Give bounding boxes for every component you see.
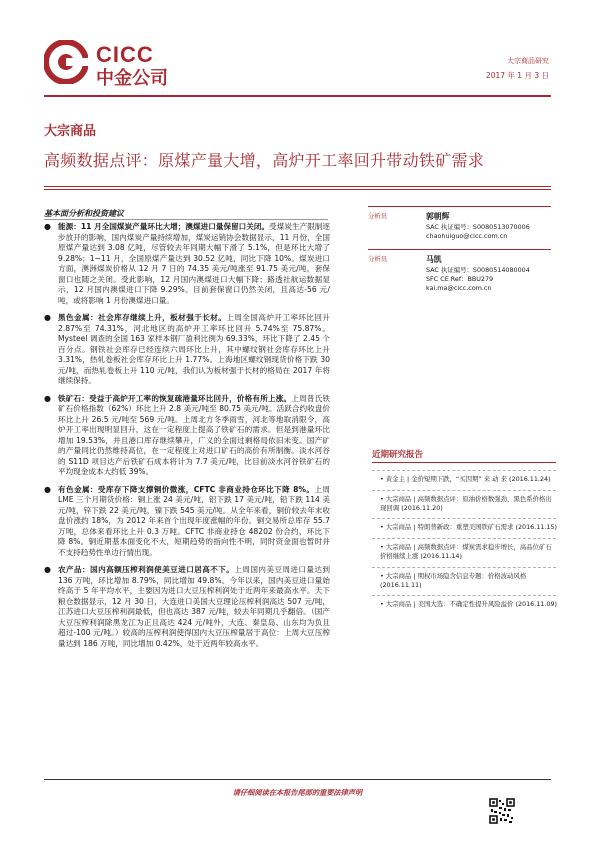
report-text[interactable]: • 大宗商品 | 高频数据点评：煤炭需求稳步增长，高品位矿石价格继续上涨 (2016.11.14) [380,543,552,560]
recent-reports-title: 近期研究报告 [372,450,424,460]
recent-reports-list [372,464,558,609]
report-title: 高频数据点评：原煤产量大增，高炉开工率回升带动铁矿需求 [44,151,485,170]
analyst-sfc: SFC CE Ref：BBU279 [426,275,494,283]
report-link[interactable] [372,567,558,590]
bullet-text: 上周全国高炉开工率环比回升 2.87%至 74.31%，河北地区的高炉开工率环比回升 5.74%至 75.87%。Mysteel 调查的全国 163 家样本钢厂盈利比例为 69.33%，环比下降了 2.45 个百分点。钢铁社会库存已经连续六周环比上升，其中螺纹钢社会库存环比上升 3.31%，热轧卷板社会库存环比上升 1.77%。上海地区螺纹钢现货价格下跌 30 元/吨，而热轧卷板上升 110 元/吨，我们认为板材强于长材的格局在 2017 年将继续保持。 [58,313,331,385]
header-divider [44,95,551,97]
bullet-headline: 受益于高炉开工率的恢复疏港量环比回升，价格有所上涨。 [89,393,292,403]
bullet-headline: 受库存下降支撑铜价微涨，CFTC 非商业持仓环比下降 8%。 [97,484,315,494]
analyst-divider [368,249,551,250]
bullet-marker: ● [44,484,51,494]
legal-disclaimer-notice: 请仔细阅读在本报告尾部的重要法律声明 [232,788,363,797]
bullet-headline: 11 月全国煤炭产量环比大增；澳煤进口量保留口关闭。 [80,222,270,231]
summary-body [44,222,330,656]
report-text[interactable]: • 大宗商品 | 高频数据点评：原油价格数强劲，黑色系价格出现回调 (2016.11.20) [380,494,552,512]
bullet-lead: 农产品： [58,565,91,574]
analyst-card [368,206,558,241]
recent-reports-divider [372,462,556,463]
analyst-label: 分析员 [368,255,388,263]
report-text[interactable]: • 大宗商品 | 期权市场隐含信息专题：价格波动风格 (2016.11.11) [380,571,527,589]
qr-code-icon [489,798,515,824]
report-date: 2017 年 1 月 3 日 [485,71,549,80]
report-text[interactable]: • 大宗商品 | 美国大选：不确定性提升风险溢价 (2016.11.09) [380,600,558,609]
bullet-iron-ore [44,394,330,478]
bullet-text: 上周国内美豆周进口量达到 136 万吨，环比增加 8.79%，同比增加 49.8%。今年以来，国内美豆进口量始终高于 5 年平均水平，主要因为进口大豆压榨利润处于近两年来最高水平。天下粮仓数据显示，12 月 30 日，大连进口美国大豆理论压榨利润高达 507 元/吨，江苏进口大豆压榨利润最低，但也高达 387 元/吨，较去年同期几乎翻倍。（国产大豆压榨利润除黑龙江为正且高达 424 元/吨外，大连、秦皇岛、山东均为负且超过-100 元/吨。）较高的压榨利润使得国内大豆压榨量居于高位：上周大豆压榨量达到 186 万吨，同比增加 0.42%，处于近两年较高水平。 [58,565,331,648]
bullet-text: 上周 LME 三个月期货价格：铜上涨 24 美元/吨，铝下跌 17 美元/吨，铅下跌 114 美元/吨，锌下跌 22 美元/吨，镍下跌 545 美元/吨。从全年来看，铜价较去年末收盘价涨约 18%，为 2012 年来首个出现年度涨幅的年份。铜交易所总库存 55.7 万吨，总体来看环比上升 0.3 万吨。CFTC 非商业持仓 48202 份合约，环比下降 8%。铜近期基本面变化不大，短期趋势的指向性不明，同时资金面也暂时并不支持趋势性单边行情出现。 [58,484,330,557]
bullet-lead: 铁矿石： [58,393,90,403]
bullet-lead: 有色金属： [58,484,98,494]
summary-subheading: 基本面分析和投资建议 [44,208,124,218]
bullet-lead: 黑色金属： [58,313,99,322]
analyst-label: 分析员 [368,212,388,220]
report-link[interactable] [372,538,558,561]
bullet-nonferrous [44,485,330,559]
bullet-marker: ● [44,565,51,574]
analyst-sidebar [368,206,558,301]
bullet-lead: 能源： [58,222,81,231]
bullet-marker: ● [44,313,51,322]
analyst-email[interactable]: kai.ma@cicc.com.cn [426,284,492,292]
bullet-headline: 社会库存继续上升，板材强于长材。 [98,313,227,322]
analyst-sac: SAC 执证编号：S0080514080004 [426,266,530,274]
analyst-divider [368,206,551,207]
bullet-ferrous [44,313,330,387]
footer-divider [44,779,551,780]
subheading-divider [44,219,328,220]
analyst-name: 郭朝辉 [426,212,450,221]
bullet-marker: ● [44,393,51,403]
doc-type: 大宗商品研究 [507,57,549,65]
report-link[interactable] [372,490,558,513]
report-text[interactable]: • 大宗商品 | 特朗普新政：重塑美国铁矿石需求 (2016.11.15) [380,523,558,532]
title-divider-thin [44,189,551,190]
report-text[interactable]: • 黄金主 | 金价短期下跌，“买因期” 来 动 来 (2016.11.24) [380,475,551,483]
report-link[interactable] [372,595,558,609]
section-label: 大宗商品 [44,124,97,139]
report-link[interactable] [372,470,558,484]
bullet-text: 受煤炭生产限制逐步放开的影响，国内煤炭产量持续增加，煤炭运销协会数据显示，11 月份，全国原煤产量达到 3.08 亿吨，尽管较去年同期大幅下滑了 5.1%，但是环比大增了 9.28%；1~11 月，全国原煤产量达到 30.52 亿吨，同比下降 10%。煤炭进口方面，澳洲煤炭价格从 12 月 7 日的 74.35 美元/吨涨至 91.75 美元/吨，套保窗口也随之关闭。受此影响，12 月国内澳煤进口大幅下降；路透社航运数据显示，12 月国内澳煤进口下降 9.29%。目前套保窗口仍然关闭，且高达-56 元/吨，或将影响 1 月份澳煤进口量。 [58,222,331,305]
analyst-sac: SAC 执证编号：S0080513070006 [426,223,530,231]
bullet-agriculture [44,565,330,649]
report-link[interactable] [372,518,558,532]
logo-text-cn: 中金公司 [96,68,168,89]
bullet-marker: ● [44,222,51,231]
logo-text-en: CICC [96,42,154,67]
analyst-card [368,249,558,293]
analyst-email[interactable]: chaohuiguo@cicc.com.cn [426,232,508,240]
title-divider [44,186,551,187]
bullet-headline: 国内高额压榨利润使美豆进口居高不下。 [90,565,235,574]
company-logo [44,40,184,88]
analyst-name: 马凯 [426,255,442,264]
bullet-text: 上周普氏铁矿石价格指数（62%）环比上升 2.8 美元/吨至 80.75 美元/吨。活跃合约收盘价环比上升 26.5 元/吨至 569 元/吨。上周北方冬季雨雪，河北等地取消限令，高炉开工率出现明显回升，这在一定程度上提高了铁矿石的需求。但是到港量环比增加 19.53%，并且港口库存继续攀升，广义的全面过剩格局依旧未变。国产矿的产量同比仍然维持高位，在一定程度上对进口矿石的高价有所制衡。淡水河谷的 S11D 项目达产后铁矿石成本将计为 7.7 美元/吨，比目前淡水河谷铁矿石的平均现金成本大约低 39%。 [58,393,331,476]
cicc-logo-mark-icon [44,40,88,84]
bullet-energy [44,222,330,306]
